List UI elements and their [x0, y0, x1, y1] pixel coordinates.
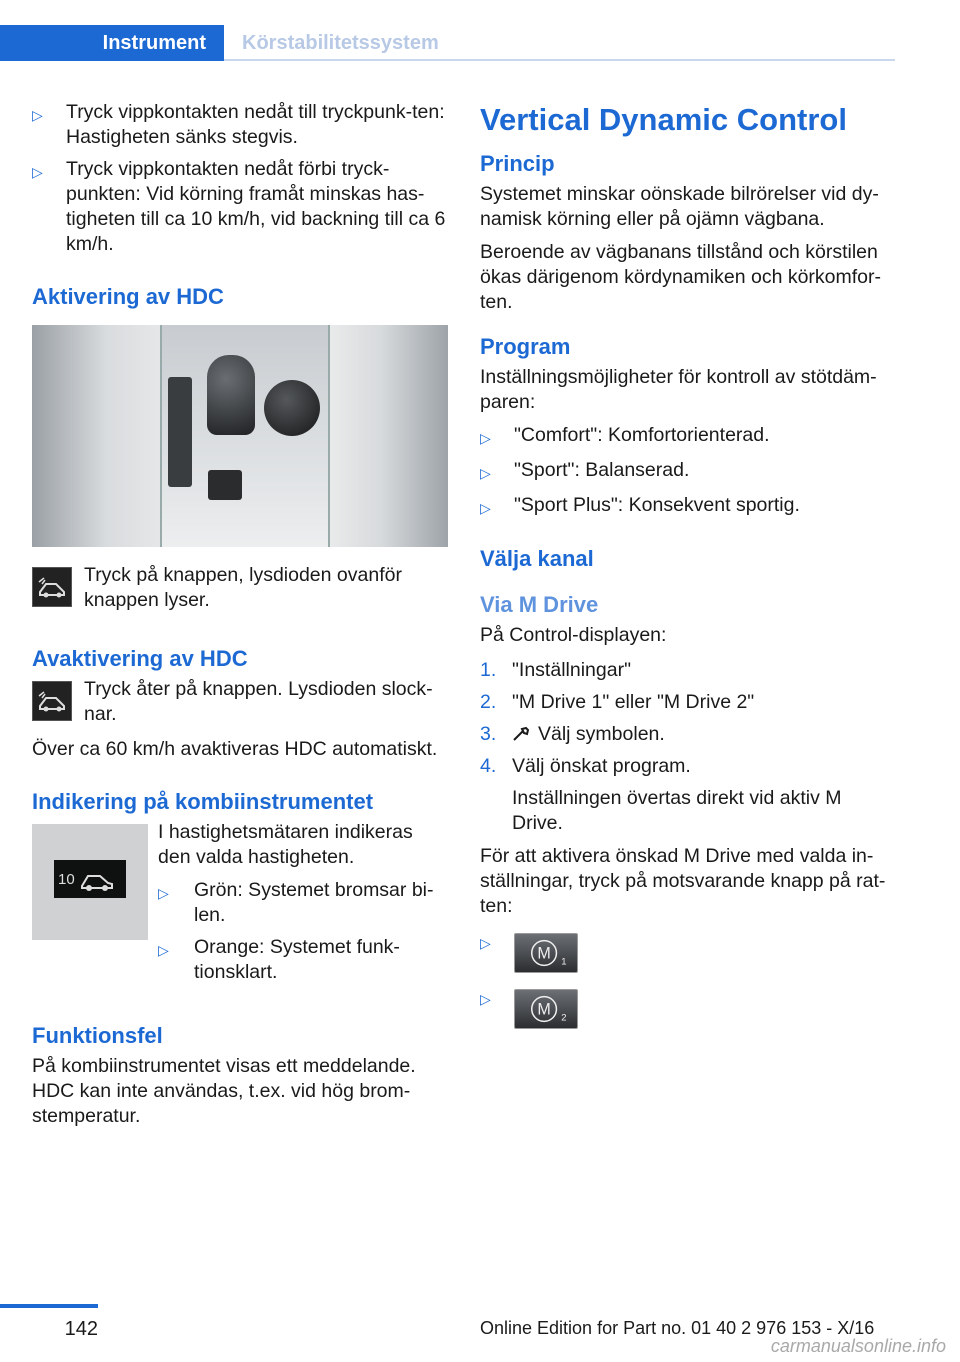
triangle-bullet-icon: ▷	[480, 430, 491, 446]
hdc-button-icon	[32, 567, 72, 607]
deactivate-text: Tryck åter på knappen. Lysdioden slock-nar.	[84, 678, 433, 725]
mdrive-intro: På Control-displayen:	[480, 624, 667, 646]
m-drive-2-button-icon	[514, 989, 578, 1029]
activate-text: Tryck på knappen, lysdioden ovanför knappen lyser.	[84, 564, 402, 611]
page-number: 142	[64, 1318, 98, 1340]
indication-block	[32, 820, 448, 992]
activate-instruction	[32, 563, 448, 613]
step-number: 3.	[480, 723, 497, 745]
step-text: Välj önskat program.	[512, 755, 691, 777]
list-item	[480, 423, 896, 451]
list-item	[480, 722, 896, 747]
list-item	[32, 100, 448, 150]
fault-heading: Funktionsfel	[32, 1023, 163, 1048]
footer-rule	[0, 1304, 98, 1308]
deactivate-heading: Avaktivering av HDC	[32, 646, 248, 671]
header-divider	[224, 59, 895, 61]
m-drive-sub: 1	[561, 956, 567, 968]
program-heading: Program	[480, 334, 571, 359]
m-drive-letter: M	[537, 944, 551, 963]
triangle-bullet-icon: ▷	[480, 465, 491, 481]
section-title: Vertical Dynamic Control	[480, 102, 847, 137]
page-header	[0, 0, 960, 62]
step-text: "Inställningar"	[512, 659, 631, 681]
step-number: 2.	[480, 691, 497, 713]
list-item-text: "Sport": Balanserad.	[514, 459, 690, 481]
step-text: "M Drive 1" eller "M Drive 2"	[512, 691, 755, 713]
step-4-note: Inställningen övertas direkt vid aktiv M Drive.	[512, 787, 842, 834]
triangle-bullet-icon: ▷	[480, 500, 491, 516]
right-column	[480, 100, 896, 1045]
m-drive-sub: 2	[561, 1012, 567, 1024]
list-item	[480, 754, 896, 779]
list-item-text: Grön: Systemet bromsar bi-len.	[194, 879, 434, 926]
wrench-icon	[512, 726, 530, 742]
tab-instrument[interactable]: Instrument	[0, 25, 224, 61]
hdc-button-icon	[32, 681, 72, 721]
triangle-bullet-icon: ▷	[32, 107, 43, 123]
triangle-bullet-icon: ▷	[480, 935, 491, 951]
left-column	[32, 100, 448, 1137]
mdrive-heading: Via M Drive	[480, 592, 599, 617]
auto-deactivate-text: Över ca 60 km/h avaktiveras HDC automatiskt.	[32, 738, 438, 760]
list-item	[480, 933, 896, 973]
triangle-bullet-icon: ▷	[158, 942, 169, 958]
list-item-text: "Sport Plus": Konsekvent sportig.	[514, 494, 800, 516]
watermark-text: carmanualsonline.info	[770, 1336, 946, 1356]
program-text: Inställningsmöjligheter för kontroll av stötdäm-paren:	[480, 366, 877, 413]
button-strip	[168, 377, 192, 487]
principle-heading: Princip	[480, 151, 555, 176]
indication-heading: Indikering på kombiinstrumentet	[32, 789, 374, 814]
list-item	[480, 989, 896, 1029]
triangle-bullet-icon: ▷	[158, 885, 169, 901]
list-item	[480, 493, 896, 521]
list-item	[480, 658, 896, 683]
indicator-speed-text: 10	[58, 871, 75, 888]
step-number: 4.	[480, 755, 497, 777]
principle-paragraph-2: Beroende av vägbanans tillstånd och körstilen ökas därigenom kördynamiken och körkomfor-ten.	[480, 241, 882, 313]
channel-heading: Välja kanal	[480, 546, 594, 571]
indication-text: I hastighetsmätaren indikeras den valda hastigheten.	[158, 821, 413, 868]
principle-paragraph-1: Systemet minskar oönskade bilrörelser vid dy-namisk körning eller på ojämn vägbana.	[480, 183, 879, 230]
idrive-controller	[264, 380, 320, 436]
list-item-text: Tryck vippkontakten nedåt till tryckpunk-ten: Hastigheten sänks stegvis.	[66, 101, 445, 148]
triangle-bullet-icon: ▷	[480, 991, 491, 1007]
tab-korstabilitetssystem[interactable]: Körstabilitetssystem	[224, 25, 895, 61]
hdc-indicator-display	[54, 860, 126, 898]
edition-text: Online Edition for Part no. 01 40 2 976 153 - X/16	[480, 1318, 875, 1338]
steering-text: För att aktivera önskad M Drive med valda in-ställningar, tryck på motsvarande knapp på rat-ten:	[480, 845, 886, 917]
list-item	[158, 935, 448, 985]
m-drive-letter: M	[537, 1000, 551, 1019]
speedometer-indicator-image	[32, 824, 148, 940]
gear-selector-knob	[207, 355, 255, 435]
list-item-text: "Comfort": Komfortorienterad.	[514, 424, 770, 446]
list-item	[480, 458, 896, 486]
list-item-text: Orange: Systemet funk-tionsklart.	[194, 936, 400, 983]
m-drive-1-button-icon	[514, 933, 578, 973]
parking-brake-button	[208, 470, 242, 500]
step-number: 1.	[480, 659, 497, 681]
list-item-text: Tryck vippkontakten nedåt förbi tryck-punkten: Vid körning framåt minskas has-tigheten till ca 10 km/h, vid backning till ca 6 km/h.	[66, 158, 446, 255]
center-console-photo	[32, 325, 448, 547]
list-item	[480, 690, 896, 715]
activate-heading: Aktivering av HDC	[32, 284, 224, 309]
fault-text: På kombiinstrumentet visas ett meddelande. HDC kan inte användas, t.ex. vid hög brom-stemperatur.	[32, 1055, 416, 1127]
list-item	[158, 878, 448, 928]
deactivate-instruction	[32, 677, 448, 727]
step-text: Välj symbolen.	[538, 723, 665, 745]
steps-list	[480, 658, 896, 836]
list-item	[32, 157, 448, 257]
triangle-bullet-icon: ▷	[32, 164, 43, 180]
